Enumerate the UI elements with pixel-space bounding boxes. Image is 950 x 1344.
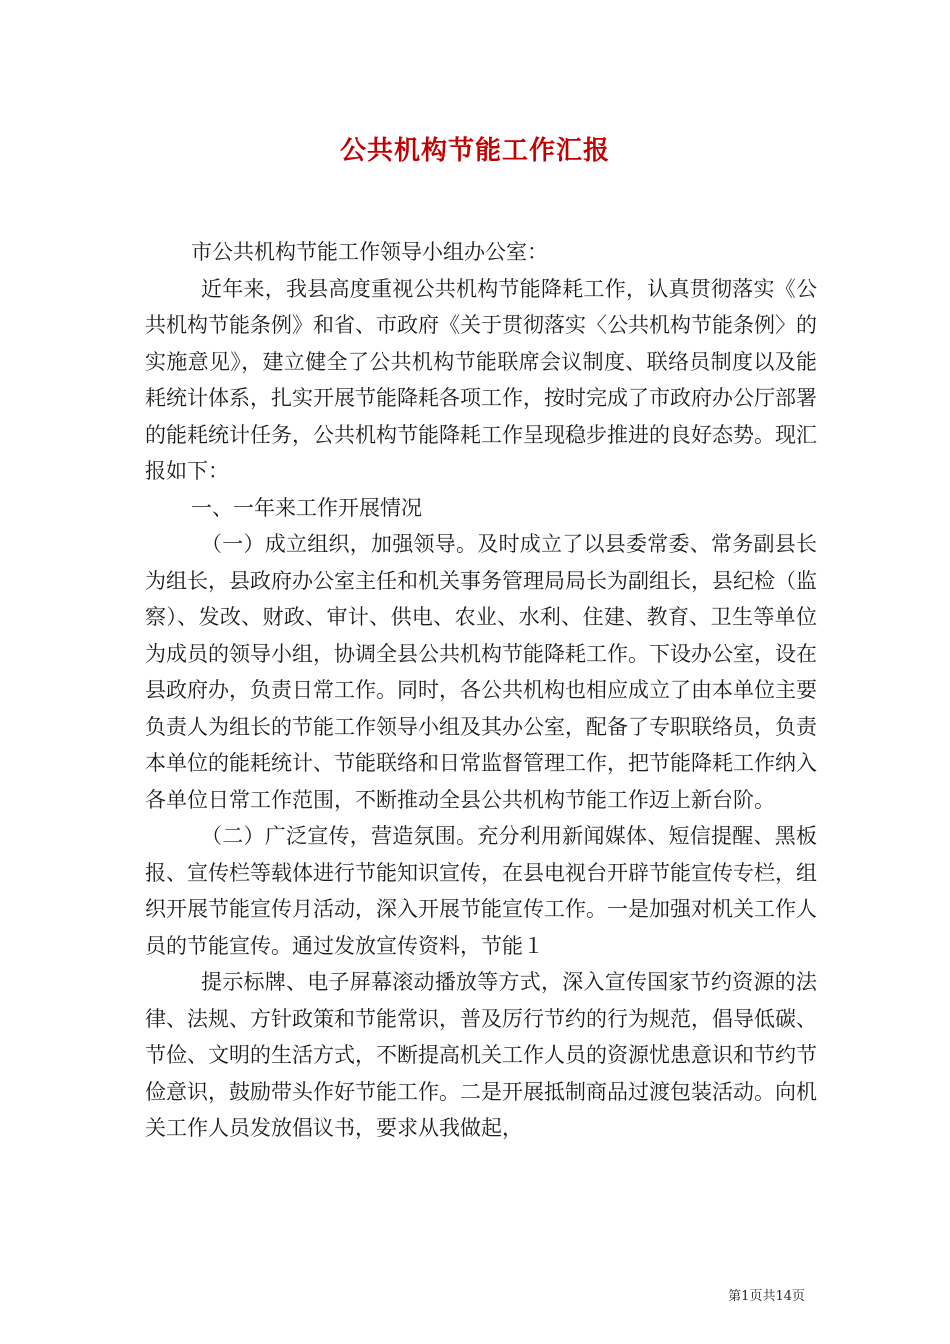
paragraph-organization: （一）成立组织，加强领导。及时成立了以县委常委、常务副县长为组长，县政府办公室主任和机关事务管理局局长为副组长，县纪检（监察）、发改、财政、审计、供电、农业、水利、住建、教育、卫生等单位为成员的领导小组，协调全县公共机构节能降耗工作。下设办公室，设在县政府办，负责日常工作。同时，各公共机构也相应成立了由本单位主要负责人为组长的节能工作领导小组及其办公室，配备了专职联络员，负责本单位的能耗统计、节能联络和日常监督管理工作，把节能降耗工作纳入各单位日常工作范围，不断推动全县公共机构节能工作迈上新台阶。 [145,532,817,812]
paragraph-intro: 近年来，我县高度重视公共机构节能降耗工作，认真贯彻落实《公共机构节能条例》和省、市政府《关于贯彻落实〈公共机构节能条例〉的实施意见》，建立健全了公共机构节能联席会议制度、联络员制度以及能耗统计体系，扎实开展节能降耗各项工作，按时完成了市政府办公厅部署的能耗统计任务，公共机构节能降耗工作呈现稳步推进的良好态势。现汇报如下： [145,276,817,483]
paragraph-continuation: 提示标牌、电子屏幕滚动播放等方式，深入宣传国家节约资源的法律、法规、方针政策和节能常识，普及厉行节约的行为规范，倡导低碳、节俭、文明的生活方式，不断提高机关工作人员的资源忧患意识和节约节俭意识，鼓励带头作好节能工作。二是开展抵制商品过渡包装活动。向机关工作人员发放倡议书，要求从我做起， [145,970,817,1140]
document-body [145,234,817,1147]
page-number: 第1页共14页 [728,1289,805,1304]
paragraph-publicity: （二）广泛宣传，营造氛围。充分利用新闻媒体、短信提醒、黑板报、宣传栏等载体进行节能知识宣传，在县电视台开辟节能宣传专栏，组织开展节能宣传月活动，深入开展节能宣传工作。一是加强对机关工作人员的节能宣传。通过发放宣传资料，节能１ [145,824,817,958]
document-title: 公共机构节能工作汇报 [339,136,610,166]
section-heading: 一、一年来工作开展情况 [191,495,422,520]
salutation: 市公共机构节能工作领导小组办公室： [191,240,548,264]
